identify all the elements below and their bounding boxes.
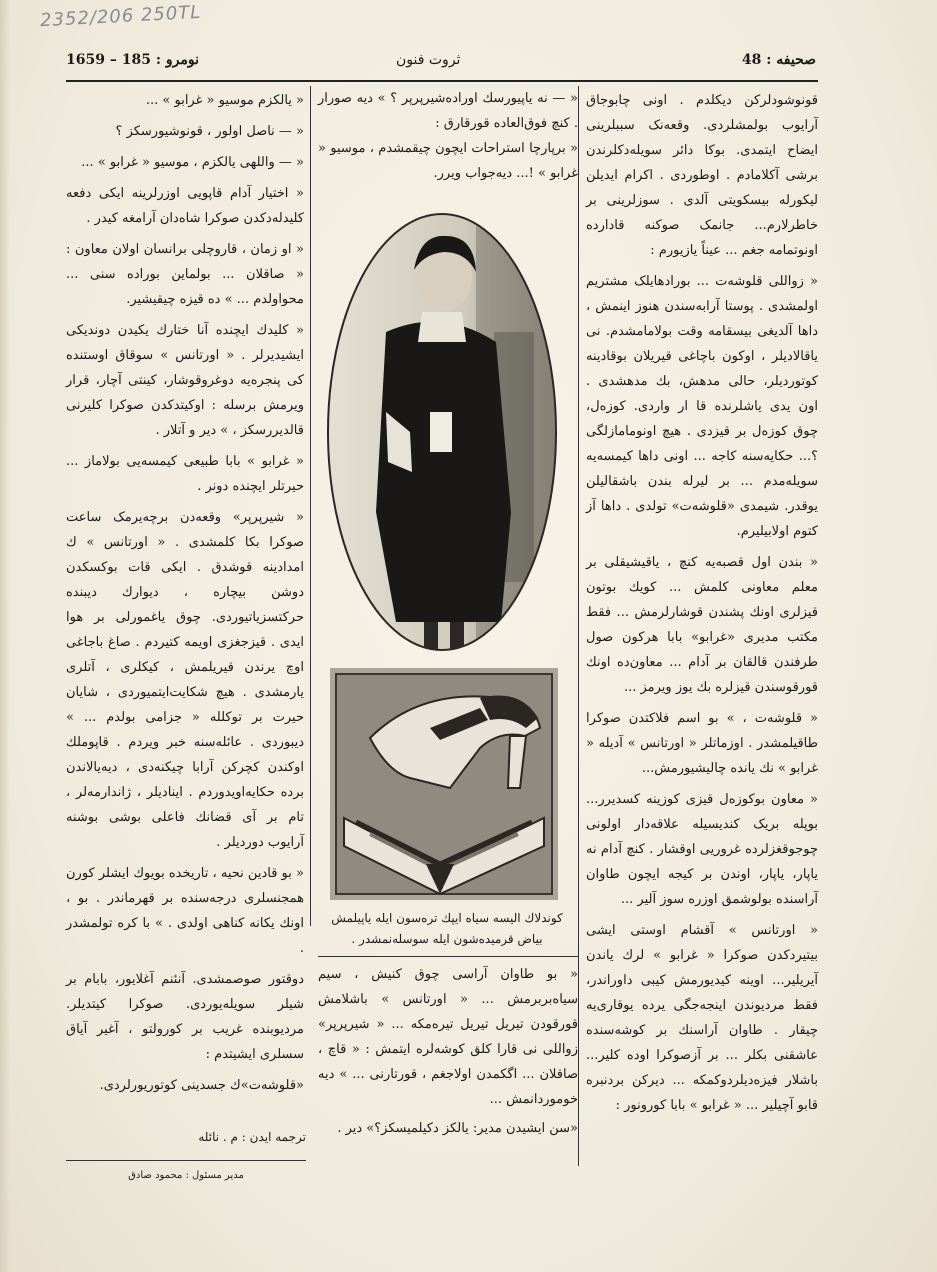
- paragraph: « بندن اول قصبه‌یه کنچ ، یاقیشیقلی بر معلم معاونی کلمش ... کویك بوتون قیزلری اونك پشندن قوشارلرمش ... فقط مکتب مدیری «غرابو» بابا هرکون صول طرفندن قالقان بر آدام ... معاون‌ده اونك قورقوسندن قیزلره بك یوز ویرمز ...: [586, 555, 818, 695]
- column-divider-right: [578, 86, 579, 1166]
- center-bottom-text: [318, 962, 578, 1145]
- caption-line: کوندلاك الیسه سیاه ایپك تره‌سون ایله یاپیلمش: [331, 911, 563, 925]
- shoe-illustration: [330, 668, 558, 900]
- archive-note: 2352/206 250TL: [39, 1, 202, 32]
- portrait-photo: [326, 212, 558, 652]
- left-column: [66, 88, 304, 1104]
- page-edge-shadow: [0, 0, 10, 1272]
- journal-title: ثروت فنون: [396, 52, 461, 68]
- issue-number: نومرو : 185 – 1659: [66, 52, 199, 68]
- paragraph: « کلیدك ایچنده آنا ختارك یکیدن دوندیکی ایشیدیرلر . « اورتانس » سوقاق اوستنده کی پنجره‌یه دوغروقوشار، کینتی آچار، قرار ویرمش برسله : اوکیتدکدن صوکرا کلیرنی قالدیررسکز ، » دیر و آتلار .: [66, 323, 304, 438]
- paragraph: « — ناصل اولور ، قونوشیورسکز ؟: [115, 124, 304, 139]
- paragraph: قونوشودلرکن دیکلدم . اونی چابوجاق آرایوب بولمشلردی. وقعه‌نک سببلرینی ایضاح ایتمدی. بوکا دائر سویله‌دکلرندن برشی آکلامادم . اوطوردی . اکرام ایدیلن لیکورله بیسکویتی آلدی . سوزلرینی بر خاطرلارم... جانمک صوکنه قادارده اونوتمامه جغم ... عیناً یازیورم :: [586, 93, 818, 258]
- signature-rule: [66, 1160, 306, 1161]
- paragraph: «قلوشه‌ت»ك جسدینی کوتوریورلردی.: [99, 1078, 304, 1093]
- paragraph: « غرابو » بابا طبیعی کیمسه‌یی بولاماز ... حیرتلر ایچنده دونر .: [66, 454, 304, 494]
- responsible-editor: مدیر مسئول : محمود صادق: [128, 1170, 244, 1181]
- caption-rule: [318, 956, 578, 957]
- portrait-illustration: [326, 212, 558, 652]
- paragraph: « اورتانس » آقشام اوستی ایشی بیتیردکدن صوکرا « غرابو » لرك یاندن آیریلیر... اوینه کیدیورمش کیبی داوراندر، فقط مردیوندن اینجه‌جگی یرده یوقاری‌یه چیقار . طاوان آراسنك بر کوشه‌سنده عاشقنی بکلر ... بر آزصوکرا اوده کلیر... باشلار فیزه‌دیلردوکمکه ... دیرکن بردنبره قابو آچیلیر ... « غرابو » بابا کورونور :: [586, 923, 818, 1113]
- caption-line: بیاض قرمیده‌شون ایله سوسله‌نمشدر .: [351, 932, 543, 946]
- paragraph: «سن ایشیدن مدیر: یالکز دکیلمیسکز؟» دیر .: [337, 1121, 578, 1136]
- paragraph: « زواللی قلوشه‌ت ... بورادهایلک مشتریم اولمشدی . پوستا آرابه‌سندن هنوز اینمش ، داها آلدیغی بیسقامه وقت بولامامشدم. نی یاقالادیلر ، اوکون باچاغی قیریلان بوقادینه کوتوردیلر، حالی مدهش، بك مدهشدی . اون یدی یاشلرنده قا ار واردی. کوزەل، چوق کوزەل بر قیزدی . هیچ اونومامازلگی ؟... حکایه‌سنه کاجه ... اونی داها کیمسه‌یه سویله‌مدم ... بر لیرله بندن باشقالیلن یوقدر. شیمدی «قلوشه‌ت» تولدی . داها آز کتوم اولابیلیرم.: [586, 274, 818, 539]
- paragraph: « برپارچا استراحات ایچون چیقمشدم ، موسیو « غرابو » !... دیه‌جواب ویرر.: [318, 141, 578, 181]
- center-top-text: [318, 86, 578, 186]
- page-header: [66, 52, 816, 76]
- paragraph: « — نه یاپیورسك اوراده‌شیرپر‌پر ؟ » دیه صورار . کنچ فوق‌العاده قورقارق :: [318, 91, 578, 131]
- paragraph: « قلوشه‌ت ، » بو اسم فلاکتدن صوکرا طاقیلمشدر . اوزماتلر « اورتانس » آدیله « غرابو » نك یانده چالیشیورمش...: [586, 711, 818, 776]
- paragraph: « بو قادین نحیه ، تاریخده بویوك ایشلر کورن همجنسلری درجه‌سنده بر قهرماندر . بو ، اونك یکانه کناهی اولدی . » با کره تولمشدر .: [66, 866, 304, 956]
- paragraph: دوقتور صوصمشدی. آنئنم آغلایور، بابام بر شیلر سویله‌یوردی. صوکرا کیتدیلر. مردیوبنده غریب بر کورولتو ، آغیر آیاق سسلری ایشیتدم :: [66, 972, 304, 1062]
- right-column: [586, 88, 818, 1124]
- paragraph: « — واللهی یالکزم ، موسیو « غرابو » ...: [81, 155, 304, 170]
- paragraph: « بو طاوان آراسی چوق کنیش ، سیم سیاه‌بر‌برمش ... « اورتانس » باشلامش قورقودن تیریل تیریل تیره‌مکه ... « شیرپر‌پر» زواللی نی قارا کلق کوشه‌لره ایتمش : « قاچ ، صاقلان ... اگکمدن اولاجغم ، قورتارنی ... » دیه خوموردانمش ...: [318, 967, 578, 1107]
- photo-caption: [318, 908, 576, 950]
- paragraph: « معاون بوکوزەل قیزی کوزینه کسدیرر... بوپله بریک کندیسیله علاقه‌دار اولونی چوجوقغزلرده غروریی اوقشار . کنچ آدام نه یاپار، یاپار، اوندن بر کیجه ایچون طاوان آراسنده بولوشمق اوزره سوز آلیر ...: [586, 792, 818, 907]
- translator-signature: ترجمه ایدن : م . نائله: [198, 1130, 306, 1144]
- paragraph: « شیرپر‌پر» وقعه‌دن برچه‌یرمک ساعت صوکرا بکا کلمشدی . « اورتانس » ك امدادینه قوشدق . ایکی قات بوکسکدن دوشن بیچاره ، دیوارك دیبنده حرکتسزیاتیوردی. چوق یاغمورلی بر هوا ایدی . قیزجغزی اویمه کتیردم . صاغ باجاغی اوچ یرندن قیریلمش ، کیکلری ، آتلری یارمشدی . هیچ شکایت‌ایتمیوردی ، شایان حیرت بر توکلله « جزامی بولدم ... » دیبوردی . عائله‌سنه خبر ویردم . قاپوملك اوکندن کچرکن آرابا چیکنه‌دی ، دیه‌یالاندن برده حکایه‌اویدوردم . اینادیلر ، ژاندارمه‌لر ، تام بر آی قضانك فاعلی بوشی بوشنه آرایوب دوردیلر .: [66, 510, 304, 850]
- paragraph: « یالکزم موسیو « غرابو » ...: [145, 93, 304, 108]
- page-number: صحیفه : 48: [741, 52, 816, 68]
- header-rule: [66, 80, 818, 82]
- paragraph: « اختیار آدام قاپویی اوزرلرینه ایکی دفعه کلیدله‌دکدن صوکرا شاه‌دان آرامغه کیدر .: [66, 186, 304, 226]
- paragraph: « او زمان ، قاروچلی برانسان اولان معاون : « صاقلان ... بولماین بوراده سنی ... محواولدم ... » ده قیزه چیقیشیر.: [66, 242, 304, 307]
- column-divider-left: [310, 86, 311, 926]
- shoe-photo: [330, 668, 558, 900]
